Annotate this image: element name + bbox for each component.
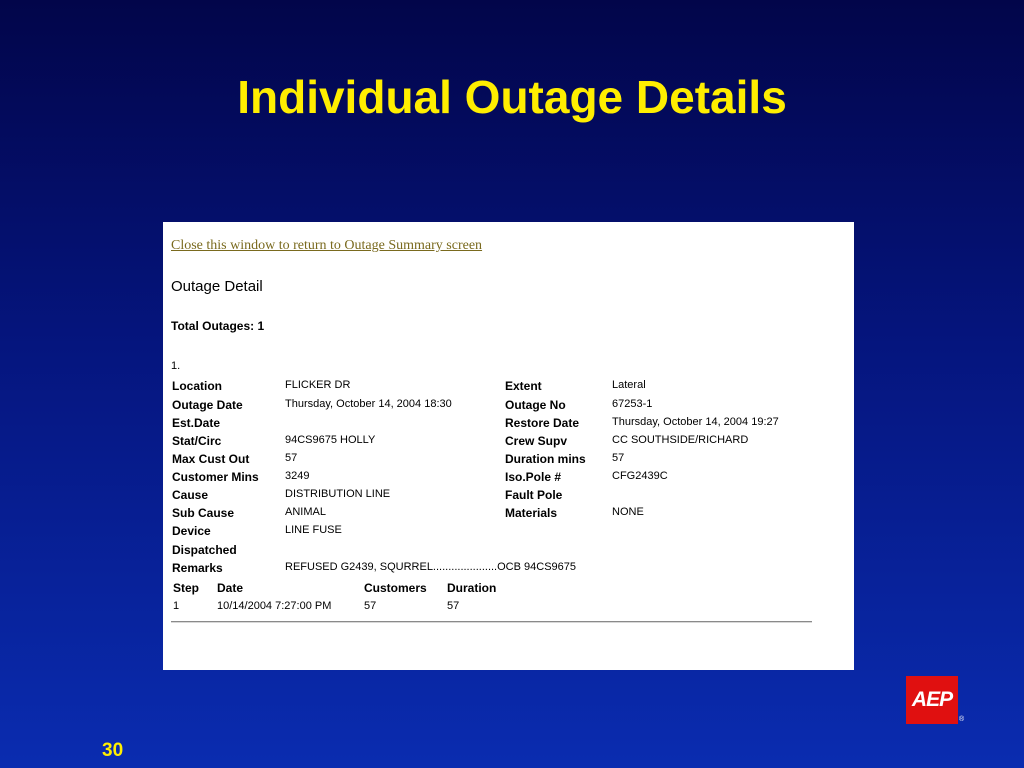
outage-date-value: Thursday, October 14, 2004 18:30 xyxy=(285,398,452,410)
remarks-value: REFUSED G2439, SQURREL.....................OCB 94CS9675 xyxy=(285,561,576,573)
stat-circ-label: Stat/Circ xyxy=(172,434,222,448)
logo-text: AEP xyxy=(911,688,953,711)
crew-supv-value: CC SOUTHSIDE/RICHARD xyxy=(612,434,749,446)
step-cell: 1 xyxy=(173,600,180,612)
materials-value: NONE xyxy=(612,506,644,518)
outage-detail-heading: Outage Detail xyxy=(171,278,263,295)
outage-no-label: Outage No xyxy=(505,398,566,412)
page-number: 30 xyxy=(102,740,124,761)
customers-column-header: Customers xyxy=(364,581,427,595)
customer-mins-value: 3249 xyxy=(285,470,310,482)
outage-item-number: 1. xyxy=(171,360,181,372)
table-divider xyxy=(171,621,812,623)
duration-mins-value: 57 xyxy=(612,452,625,464)
remarks-label: Remarks xyxy=(172,561,223,575)
restore-date-value: Thursday, October 14, 2004 19:27 xyxy=(612,416,779,428)
registered-mark: ® xyxy=(959,716,965,723)
max-cust-out-label: Max Cust Out xyxy=(172,452,250,466)
extent-value: Lateral xyxy=(612,379,646,391)
stat-circ-value: 94CS9675 HOLLY xyxy=(285,434,376,446)
max-cust-out-value: 57 xyxy=(285,452,298,464)
dispatched-label: Dispatched xyxy=(172,543,237,557)
sub-cause-value: ANIMAL xyxy=(285,506,326,518)
device-label: Device xyxy=(172,524,211,538)
outage-detail-window xyxy=(163,222,854,670)
date-column-header: Date xyxy=(217,581,244,595)
location-value: FLICKER DR xyxy=(285,379,351,391)
outage-no-value: 67253-1 xyxy=(612,398,653,410)
extent-label: Extent xyxy=(505,379,542,393)
cause-value: DISTRIBUTION LINE xyxy=(285,488,391,500)
device-value: LINE FUSE xyxy=(285,524,342,536)
fault-pole-label: Fault Pole xyxy=(505,488,563,502)
aep-logo xyxy=(906,676,958,724)
customers-cell: 57 xyxy=(364,600,377,612)
crew-supv-label: Crew Supv xyxy=(505,434,568,448)
duration-cell: 57 xyxy=(447,600,460,612)
duration-mins-label: Duration mins xyxy=(505,452,586,466)
est-date-label: Est.Date xyxy=(172,416,221,430)
location-label: Location xyxy=(172,379,222,393)
duration-column-header: Duration xyxy=(447,581,497,595)
date-cell: 10/14/2004 7:27:00 PM xyxy=(217,600,332,612)
iso-pole-label: Iso.Pole # xyxy=(505,470,562,484)
restore-date-label: Restore Date xyxy=(505,416,580,430)
slide-title: Individual Outage Details xyxy=(237,71,787,123)
materials-label: Materials xyxy=(505,506,558,520)
cause-label: Cause xyxy=(172,488,209,502)
sub-cause-label: Sub Cause xyxy=(172,506,235,520)
total-outages: Total Outages: 1 xyxy=(171,319,265,333)
close-window-link[interactable]: Close this window to return to Outage Summary screen xyxy=(171,238,483,253)
iso-pole-value: CFG2439C xyxy=(612,470,668,482)
step-column-header: Step xyxy=(173,581,200,595)
customer-mins-label: Customer Mins xyxy=(172,470,259,484)
outage-date-label: Outage Date xyxy=(172,398,243,412)
